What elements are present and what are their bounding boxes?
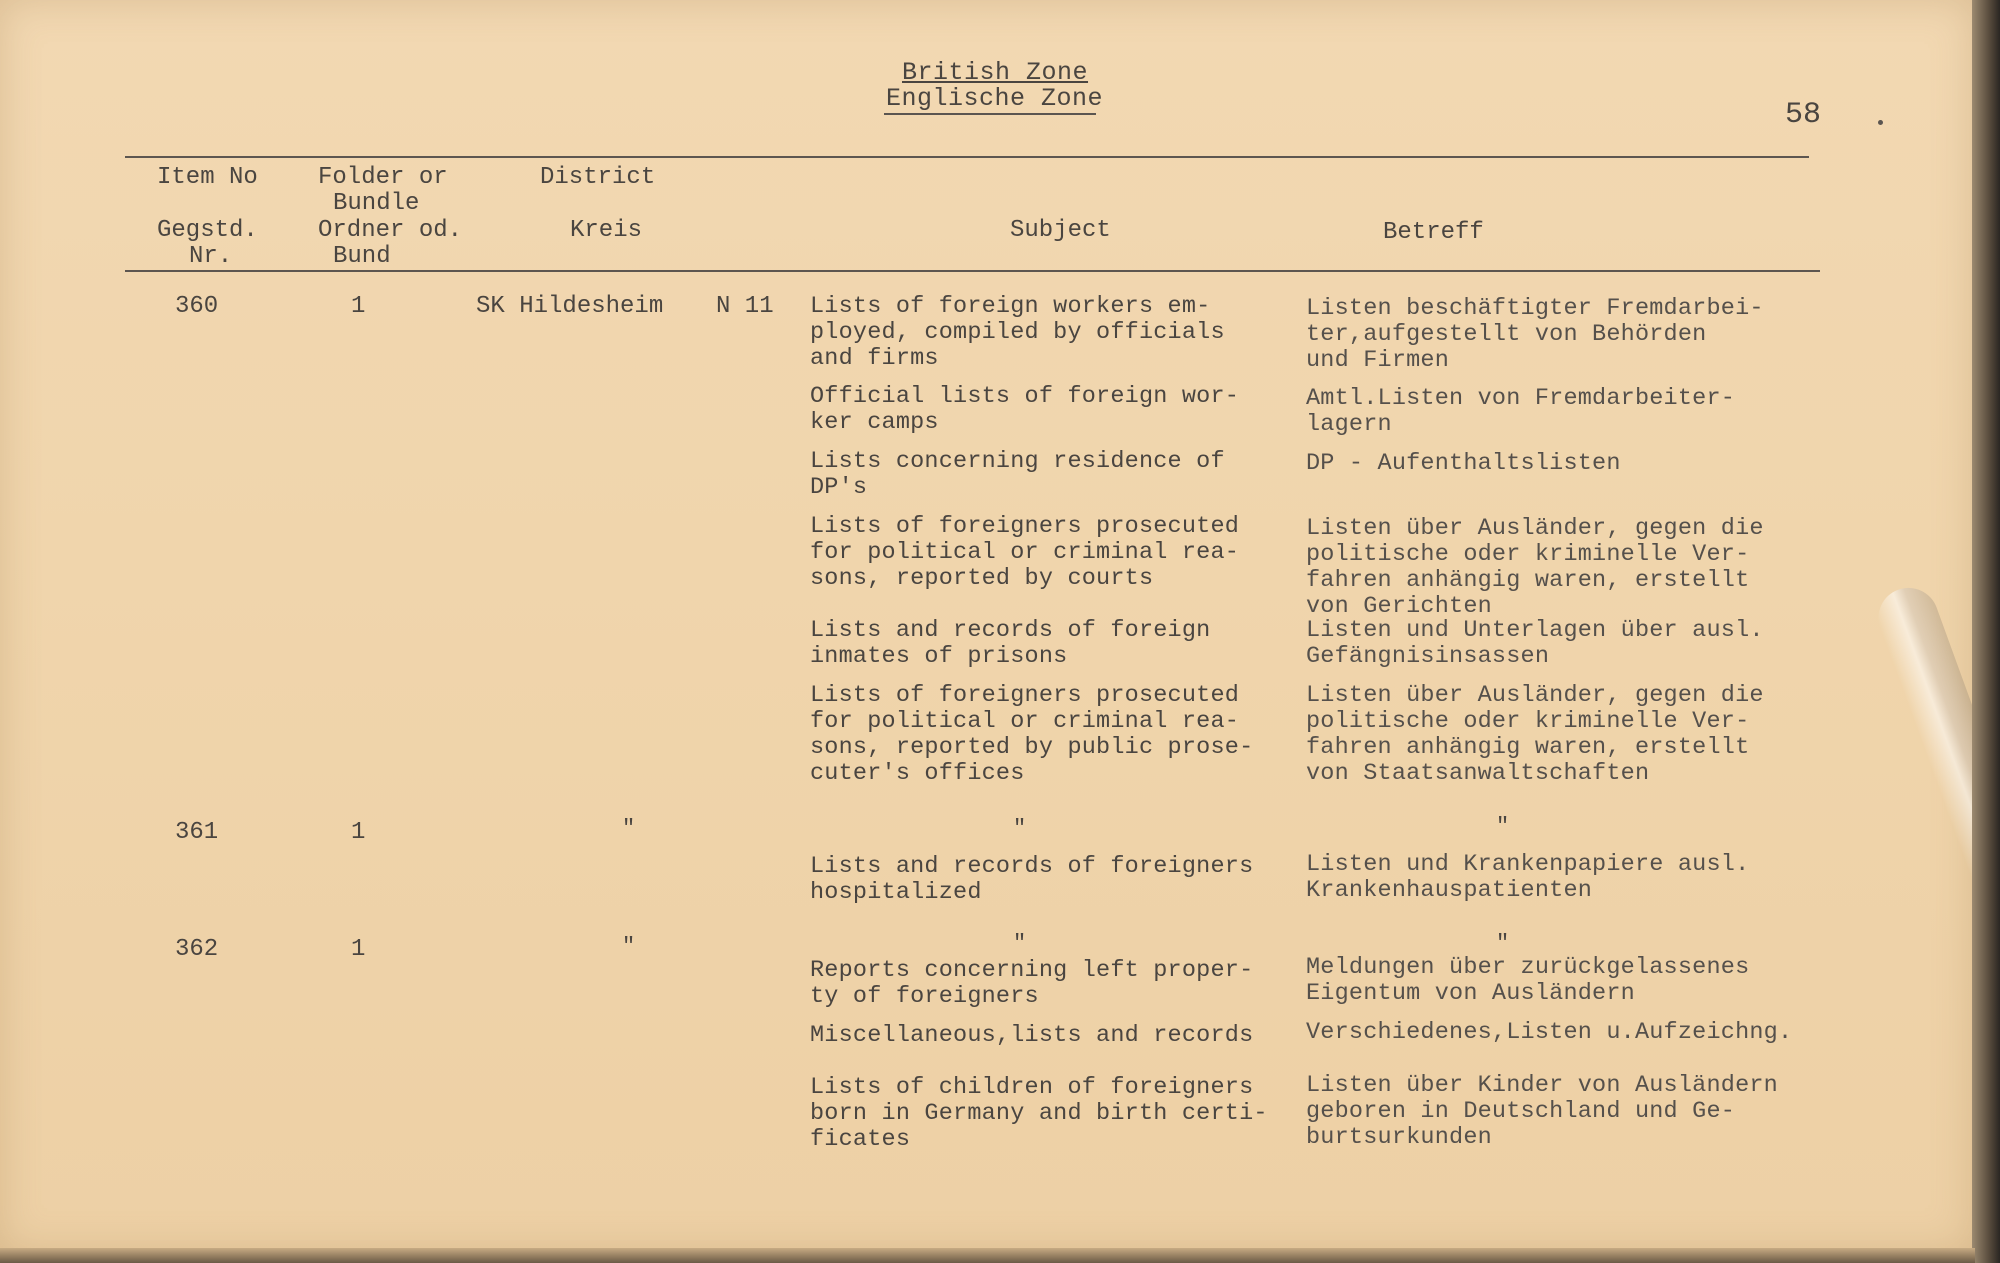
col-district-label-de: Kreis xyxy=(570,217,643,244)
page-number: 58 xyxy=(1785,98,1822,132)
title-underline xyxy=(884,113,1096,115)
district-ditto: " xyxy=(622,934,636,959)
betreff-entry: Amtl.Listen von Fremdarbeiter- lagern xyxy=(1306,385,1736,438)
subject-entry: Lists of children of foreigners born in Germany and birth certi- ficates xyxy=(810,1074,1268,1153)
col-item-label: Item No xyxy=(157,164,258,191)
item-number: 360 xyxy=(175,293,219,320)
betreff-entry: Verschiedenes,Listen u.Aufzeichng. xyxy=(1306,1019,1793,1046)
col-folder-label: Folder or xyxy=(318,164,448,191)
header-bottom-rule xyxy=(125,270,1820,272)
book-edge xyxy=(1972,0,2000,1263)
betreff-entry: Listen und Unterlagen über ausl. Gefängnisinsassen xyxy=(1306,617,1764,670)
district-ditto: " xyxy=(622,816,636,841)
betreff-entry: Listen und Krankenpapiere ausl. Krankenhauspatienten xyxy=(1306,851,1750,904)
col-folder-label-de: Ordner od. xyxy=(318,217,463,244)
subject-entry: Reports concerning left proper- ty of foreigners xyxy=(810,957,1254,1010)
betreff-ditto: " xyxy=(1496,814,1510,839)
subject-entry: Lists of foreigners prosecuted for political or criminal rea- sons, reported by courts xyxy=(810,513,1240,592)
subject-entry: Lists of foreign workers em- ployed, compiled by officials and firms xyxy=(810,293,1225,372)
subject-entry: Lists and records of foreign inmates of prisons xyxy=(810,617,1211,670)
subject-ditto: " xyxy=(1013,931,1027,956)
betreff-entry: Meldungen über zurückgelassenes Eigentum von Ausländern xyxy=(1306,954,1750,1007)
item-number: 362 xyxy=(175,936,219,963)
col-betreff-label: Betreff xyxy=(1383,219,1484,246)
col-subject-label: Subject xyxy=(1010,217,1111,244)
page-dot xyxy=(1878,120,1883,125)
subject-entry: Lists concerning residence of DP's xyxy=(810,448,1225,501)
subject-ditto: " xyxy=(1013,816,1027,841)
header-top-rule xyxy=(125,156,1809,158)
betreff-entry: Listen beschäftigter Fremdarbei- ter,aufgestellt von Behörden und Firmen xyxy=(1306,295,1764,374)
district-name: SK Hildesheim xyxy=(476,293,664,320)
betreff-ditto: " xyxy=(1496,931,1510,956)
item-number: 361 xyxy=(175,819,219,846)
betreff-entry: Listen über Ausländer, gegen die politische oder kriminelle Ver- fahren anhängig waren, erstellt von Staatsanwaltschaften xyxy=(1306,682,1764,787)
subject-entry: Lists and records of foreigners hospitalized xyxy=(810,853,1254,906)
zone-title-english: British Zone xyxy=(902,58,1089,87)
col-folder-label-2: Bundle xyxy=(333,190,420,217)
col-item-label-de: Gegstd. xyxy=(157,217,258,244)
subject-entry: Lists of foreigners prosecuted for political or criminal rea- sons, reported by public prose- cuter's offices xyxy=(810,682,1254,787)
district-code: N 11 xyxy=(716,293,774,320)
col-folder-label-de-2: Bund xyxy=(333,243,391,270)
col-item-label-nr: Nr. xyxy=(189,243,233,270)
folder-count: 1 xyxy=(351,293,366,320)
subject-entry: Official lists of foreign wor- ker camps xyxy=(810,383,1240,436)
betreff-entry: DP - Aufenthaltslisten xyxy=(1306,450,1621,477)
page-bottom-edge xyxy=(0,1248,1975,1263)
folder-count: 1 xyxy=(351,936,366,963)
folder-count: 1 xyxy=(351,819,366,846)
zone-title-german: Englische Zone xyxy=(886,84,1104,113)
col-district-label: District xyxy=(540,164,656,191)
subject-entry: Miscellaneous,lists and records xyxy=(810,1022,1254,1049)
betreff-entry: Listen über Ausländer, gegen die politische oder kriminelle Ver- fahren anhängig waren, erstellt von Gerichten xyxy=(1306,515,1764,620)
betreff-entry: Listen über Kinder von Ausländern geboren in Deutschland und Ge- burtsurkunden xyxy=(1306,1072,1778,1151)
